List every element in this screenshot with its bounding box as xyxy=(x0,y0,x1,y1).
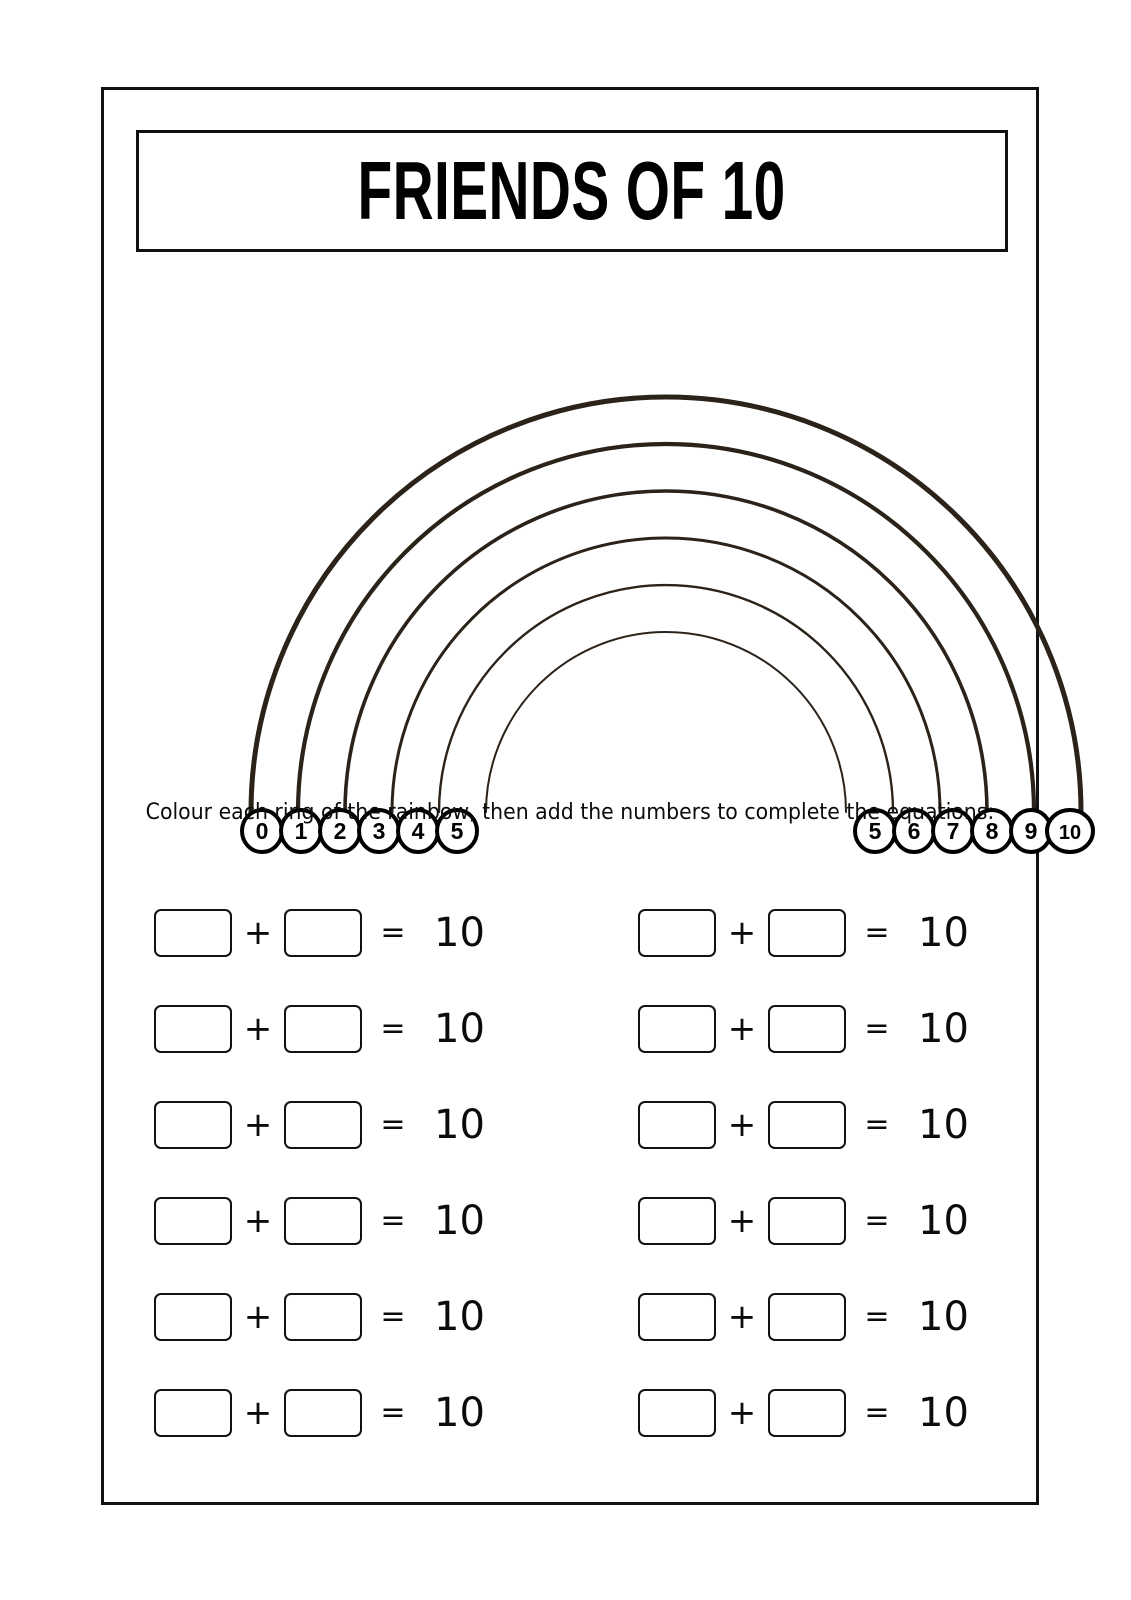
answer-box-addend-b[interactable] xyxy=(768,1197,846,1245)
plus-operator: + xyxy=(727,1009,757,1049)
number-circle-label: 3 xyxy=(372,818,386,844)
equals-operator: = xyxy=(380,1203,406,1238)
answer-box-addend-a[interactable] xyxy=(638,1389,716,1437)
answer-box-addend-b[interactable] xyxy=(284,1101,362,1149)
equation-result: 10 xyxy=(434,1294,485,1340)
equation-row xyxy=(638,1077,1058,1173)
rainbow-figure xyxy=(124,270,1082,870)
equation-result: 10 xyxy=(434,1198,485,1244)
plus-operator: + xyxy=(243,1009,273,1049)
equation-row xyxy=(638,1173,1058,1269)
number-circle-label: 8 xyxy=(985,818,999,844)
plus-operator: + xyxy=(727,1297,757,1337)
answer-box-addend-a[interactable] xyxy=(154,1293,232,1341)
answer-box-addend-b[interactable] xyxy=(768,1005,846,1053)
equation-row xyxy=(154,1269,574,1365)
equation-column-right xyxy=(638,885,1058,1461)
equals-operator: = xyxy=(380,915,406,950)
equation-result: 10 xyxy=(434,910,485,956)
equals-operator: = xyxy=(864,1011,890,1046)
plus-operator: + xyxy=(727,1105,757,1145)
page-title: FRIENDS OF 10 xyxy=(357,145,787,237)
equation-result: 10 xyxy=(434,1390,485,1436)
answer-box-addend-a[interactable] xyxy=(638,1101,716,1149)
equation-result: 10 xyxy=(918,1198,969,1244)
equals-operator: = xyxy=(864,1395,890,1430)
answer-box-addend-b[interactable] xyxy=(768,1101,846,1149)
plus-operator: + xyxy=(243,1105,273,1145)
equals-operator: = xyxy=(864,1107,890,1142)
equals-operator: = xyxy=(380,1395,406,1430)
equals-operator: = xyxy=(864,1299,890,1334)
equals-operator: = xyxy=(380,1107,406,1142)
plus-operator: + xyxy=(727,913,757,953)
answer-box-addend-a[interactable] xyxy=(154,909,232,957)
number-circle-label: 4 xyxy=(411,818,425,844)
rainbow-arc-group xyxy=(251,397,1081,812)
number-circle-label: 10 xyxy=(1058,822,1082,844)
equals-operator: = xyxy=(380,1299,406,1334)
number-circle-label: 9 xyxy=(1024,818,1038,844)
equation-row xyxy=(154,885,574,981)
equals-operator: = xyxy=(380,1011,406,1046)
number-circle-10 xyxy=(1047,810,1093,852)
answer-box-addend-b[interactable] xyxy=(284,909,362,957)
answer-box-addend-b[interactable] xyxy=(284,1389,362,1437)
answer-box-addend-a[interactable] xyxy=(638,1293,716,1341)
number-circle-label: 5 xyxy=(450,818,464,844)
number-circle-label: 6 xyxy=(907,818,921,844)
equals-operator: = xyxy=(864,1203,890,1238)
answer-box-addend-a[interactable] xyxy=(638,909,716,957)
answer-box-addend-a[interactable] xyxy=(154,1389,232,1437)
equation-row xyxy=(154,1077,574,1173)
answer-box-addend-b[interactable] xyxy=(284,1293,362,1341)
plus-operator: + xyxy=(243,1201,273,1241)
equation-result: 10 xyxy=(918,1102,969,1148)
equation-row xyxy=(638,1365,1058,1461)
number-circle-label: 1 xyxy=(294,818,308,844)
equation-row xyxy=(638,885,1058,981)
answer-box-addend-b[interactable] xyxy=(768,1389,846,1437)
rainbow-arc xyxy=(251,397,1081,812)
answer-box-addend-b[interactable] xyxy=(284,1005,362,1053)
number-circle-label: 0 xyxy=(255,818,269,844)
answer-box-addend-a[interactable] xyxy=(154,1101,232,1149)
answer-box-addend-b[interactable] xyxy=(768,909,846,957)
answer-box-addend-a[interactable] xyxy=(154,1197,232,1245)
rainbow-arc xyxy=(486,632,846,812)
equation-result: 10 xyxy=(434,1102,485,1148)
equation-result: 10 xyxy=(918,1294,969,1340)
equation-row xyxy=(638,1269,1058,1365)
plus-operator: + xyxy=(243,1297,273,1337)
number-circle-label: 2 xyxy=(333,818,347,844)
equation-row xyxy=(154,1365,574,1461)
instruction-text: Colour each ring of the rainbow, then add the numbers to complete the equations: xyxy=(145,800,995,825)
rainbow-arc xyxy=(439,585,893,812)
plus-operator: + xyxy=(727,1393,757,1433)
equation-result: 10 xyxy=(434,1006,485,1052)
plus-operator: + xyxy=(243,913,273,953)
plus-operator: + xyxy=(727,1201,757,1241)
equation-column-left xyxy=(154,885,574,1461)
equation-row xyxy=(154,981,574,1077)
title-box xyxy=(136,130,1008,252)
equation-row xyxy=(638,981,1058,1077)
rainbow-arc xyxy=(298,444,1034,812)
equation-row xyxy=(154,1173,574,1269)
equations-area xyxy=(104,885,1036,1445)
rainbow-svg xyxy=(124,270,1082,870)
number-circle-label: 5 xyxy=(868,818,882,844)
equation-result: 10 xyxy=(918,1390,969,1436)
number-circle-label: 7 xyxy=(946,818,960,844)
equals-operator: = xyxy=(864,915,890,950)
answer-box-addend-a[interactable] xyxy=(638,1005,716,1053)
answer-box-addend-b[interactable] xyxy=(284,1197,362,1245)
equation-result: 10 xyxy=(918,1006,969,1052)
equation-result: 10 xyxy=(918,910,969,956)
worksheet-page xyxy=(101,87,1082,1505)
plus-operator: + xyxy=(243,1393,273,1433)
answer-box-addend-a[interactable] xyxy=(154,1005,232,1053)
rainbow-arc xyxy=(392,538,940,812)
answer-box-addend-a[interactable] xyxy=(638,1197,716,1245)
answer-box-addend-b[interactable] xyxy=(768,1293,846,1341)
